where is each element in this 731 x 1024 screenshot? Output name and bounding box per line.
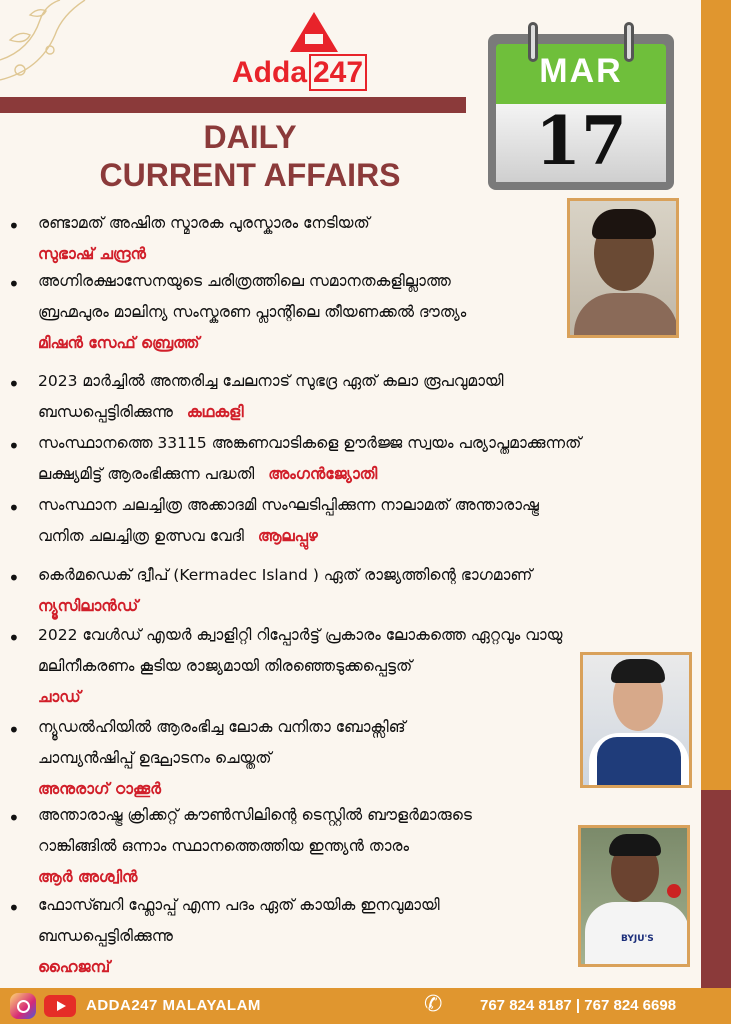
- title-bar: [0, 97, 466, 113]
- phone-icon: ✆: [424, 992, 443, 1017]
- bullet-icon: [8, 220, 18, 230]
- footer-bar: [0, 988, 731, 1024]
- bullet-icon: [8, 502, 18, 512]
- answer-text: കഥകളി: [186, 403, 244, 421]
- question-line: രണ്ടാമത് അഷിത സ്മാരക പുരസ്കാരം നേടിയത്: [38, 214, 370, 232]
- side-band-orange: [701, 0, 731, 790]
- answer-text: ആലപ്പുഴ: [257, 527, 318, 545]
- question-line: ന്യൂഡൽഹിയിൽ ആരംഭിച്ച ലോക വനിതാ ബോക്സിങ്: [38, 718, 406, 736]
- bullet-icon: [8, 902, 18, 912]
- answer-text: സുഭാഷ് ചന്ദ്രൻ: [38, 245, 146, 263]
- answer-text: ന്യൂസിലാൻഡ്: [38, 597, 139, 615]
- bullet-icon: [8, 632, 18, 642]
- bullet-icon: [8, 572, 18, 582]
- corner-ornament-icon: [0, 0, 95, 95]
- question-line: ബന്ധപ്പെട്ടിരിക്കുന്നു: [38, 927, 173, 945]
- answer-text: ചാഡ്: [38, 688, 81, 706]
- question-line: റാങ്കിങ്ങിൽ ഒന്നാം സ്ഥാനത്തെത്തിയ ഇന്ത്യൻ താരം: [38, 837, 410, 855]
- answer-text: മിഷൻ സേഫ് ബ്രെത്ത്: [38, 334, 200, 352]
- question-line: 2023 മാർച്ചിൽ അന്തരിച്ച ചേലനാട് സുഭദ്ര ഏത് കലാ രൂപവുമായി: [38, 372, 504, 390]
- question-line: 2022 വേൾഡ് എയർ ക്വാളിറ്റി റിപ്പോർട്ട് പ്രകാരം ലോകത്തെ ഏറ്റവും വായു: [38, 626, 563, 644]
- question-line: അഗ്നിരക്ഷാസേനയുടെ ചരിത്രത്തിലെ സമാനതകളില്ലാത്ത: [38, 272, 451, 290]
- side-band-maroon: [701, 790, 731, 988]
- calendar-icon: [488, 22, 674, 190]
- page-title: DAILY CURRENT AFFAIRS: [99, 119, 401, 193]
- bullet-icon: [8, 378, 18, 388]
- answer-text: അനുരാഗ് ഠാക്കൂർ: [38, 780, 161, 798]
- question-line: അന്താരാഷ്ട്ര ക്രിക്കറ്റ് കൗൺസിലിന്റെ ടെസ്റ്റിൽ ബൗളർമാരുടെ: [38, 806, 472, 824]
- bullet-icon: [8, 812, 18, 822]
- question-line: ഫോസ്ബറി ഫ്ലോപ്പ് എന്ന പദം ഏത് കായിക ഇനവുമായി: [38, 896, 440, 914]
- bullet-icon: [8, 278, 18, 288]
- question-line: ബന്ധപ്പെട്ടിരിക്കുന്നു കഥകളി: [38, 403, 244, 421]
- question-line: ബ്രഹ്മപുരം മാലിന്യ സംസ്കരണ പ്ലാന്റിലെ തീയണക്കൽ ദൗത്യം: [38, 303, 467, 321]
- logo-a-icon: [290, 12, 338, 52]
- question-line: ലക്ഷ്യമിട്ട് ആരംഭിക്കുന്ന പദ്ധതി അംഗൻജ്യോതി: [38, 465, 378, 483]
- calendar-day: 17: [535, 102, 627, 180]
- question-line: ചാമ്പ്യൻഷിപ്പ് ഉദ്ഘാടനം ചെയ്തത്: [38, 749, 272, 767]
- question-line: സംസ്ഥാന ചലച്ചിത്ര അക്കാദമി സംഘടിപ്പിക്കുന്ന നാലാമത് അന്താരാഷ്ട്ര: [38, 496, 539, 514]
- question-line: സംസ്ഥാനത്തെ 33115 അങ്കണവാടികളെ ഊർജ്ജ സ്വയം പര്യാപ്തമാക്കുന്നത്: [38, 434, 582, 452]
- question-line: മലിനീകരണം കൂടിയ രാജ്യമായി തിരഞ്ഞെടുക്കപ്പെട്ടത്: [38, 657, 413, 675]
- portrait-photo-2: [580, 652, 692, 788]
- answer-text: ആർ അശ്വിൻ: [38, 868, 138, 886]
- calendar-month: MAR: [539, 52, 623, 90]
- portrait-photo-1: [567, 198, 679, 338]
- adda247-logo: Adda 247: [232, 12, 397, 92]
- youtube-icon[interactable]: [44, 995, 76, 1017]
- answer-text: അംഗൻജ്യോതി: [268, 465, 378, 483]
- footer-phones: 767 824 8187 | 767 824 6698: [480, 997, 677, 1014]
- footer-channel: ADDA247 MALAYALAM: [86, 997, 261, 1014]
- portrait-photo-3: BYJU'S: [578, 825, 690, 967]
- instagram-icon[interactable]: [10, 993, 36, 1019]
- question-line: വനിത ചലച്ചിത്ര ഉത്സവ വേദി ആലപ്പുഴ: [38, 527, 318, 545]
- question-line: കെർമഡെക് ദ്വീപ് (Kermadec Island ) ഏത് രാജ്യത്തിന്റെ ഭാഗമാണ്: [38, 566, 533, 584]
- answer-text: ഹൈജമ്പ്: [38, 958, 111, 976]
- bullet-icon: [8, 440, 18, 450]
- bullet-icon: [8, 724, 18, 734]
